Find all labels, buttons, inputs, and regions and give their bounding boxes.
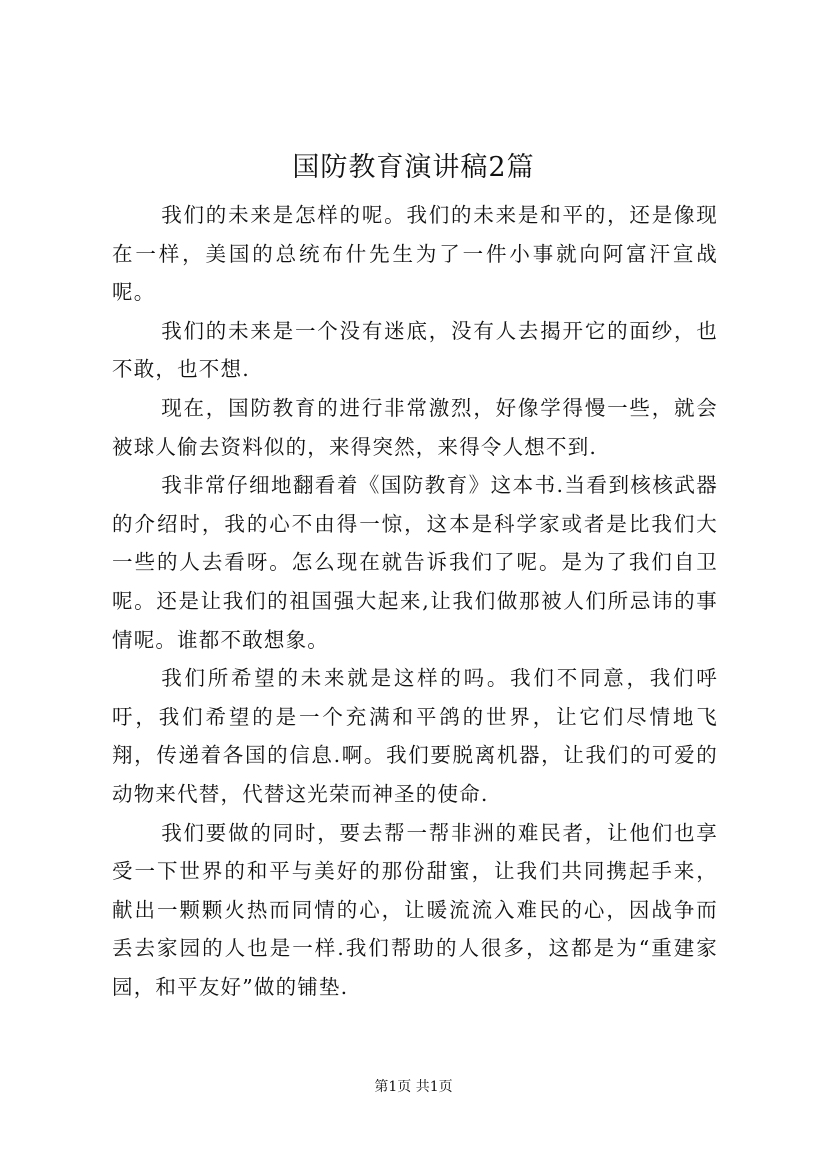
paragraph: 我们的未来是怎样的呢。我们的未来是和平的，还是像现在一样，美国的总统布什先生为了一件小事就向阿富汗宣战呢。	[112, 203, 718, 305]
paragraph: 我非常仔细地翻看着《国防教育》这本书.当看到核核武器的介绍时，我的心不由得一惊，这本是科学家或者是比我们大一些的人去看呀。怎么现在就告诉我们了呢。是为了我们自卫呢。还是让我们的祖国强大起来,让我们做那被人们所忌讳的事情呢。谁都不敢想象。	[112, 473, 718, 652]
document-body	[112, 196, 718, 1006]
paragraph: 我们要做的同时，要去帮一帮非洲的难民者，让他们也享受一下世界的和平与美好的那份甜蜜，让我们共同携起手来，献出一颗颗火热而同情的心，让暖流流入难民的心，因战争而丢去家园的人也是一样.我们帮助的人很多，这都是为“重建家园，和平友好”做的铺垫.	[112, 820, 718, 999]
paragraph: 我们的未来是一个没有迷底，没有人去揭开它的面纱，也不敢，也不想.	[112, 318, 718, 382]
paragraph: 我们所希望的未来就是这样的吗。我们不同意，我们呼吁，我们希望的是一个充满和平鸽的世界，让它们尽情地飞翔，传递着各国的信息.啊。我们要脱离机器，让我们的可爱的动物来代替，代替这光荣而神圣的使命.	[112, 666, 718, 806]
paragraph: 现在，国防教育的进行非常激烈，好像学得慢一些，就会被球人偷去资料似的，来得突然，来得令人想不到.	[112, 395, 718, 459]
page-footer: 第1页 共1页	[374, 1079, 453, 1095]
document-title: 国防教育演讲稿2篇	[292, 152, 535, 183]
